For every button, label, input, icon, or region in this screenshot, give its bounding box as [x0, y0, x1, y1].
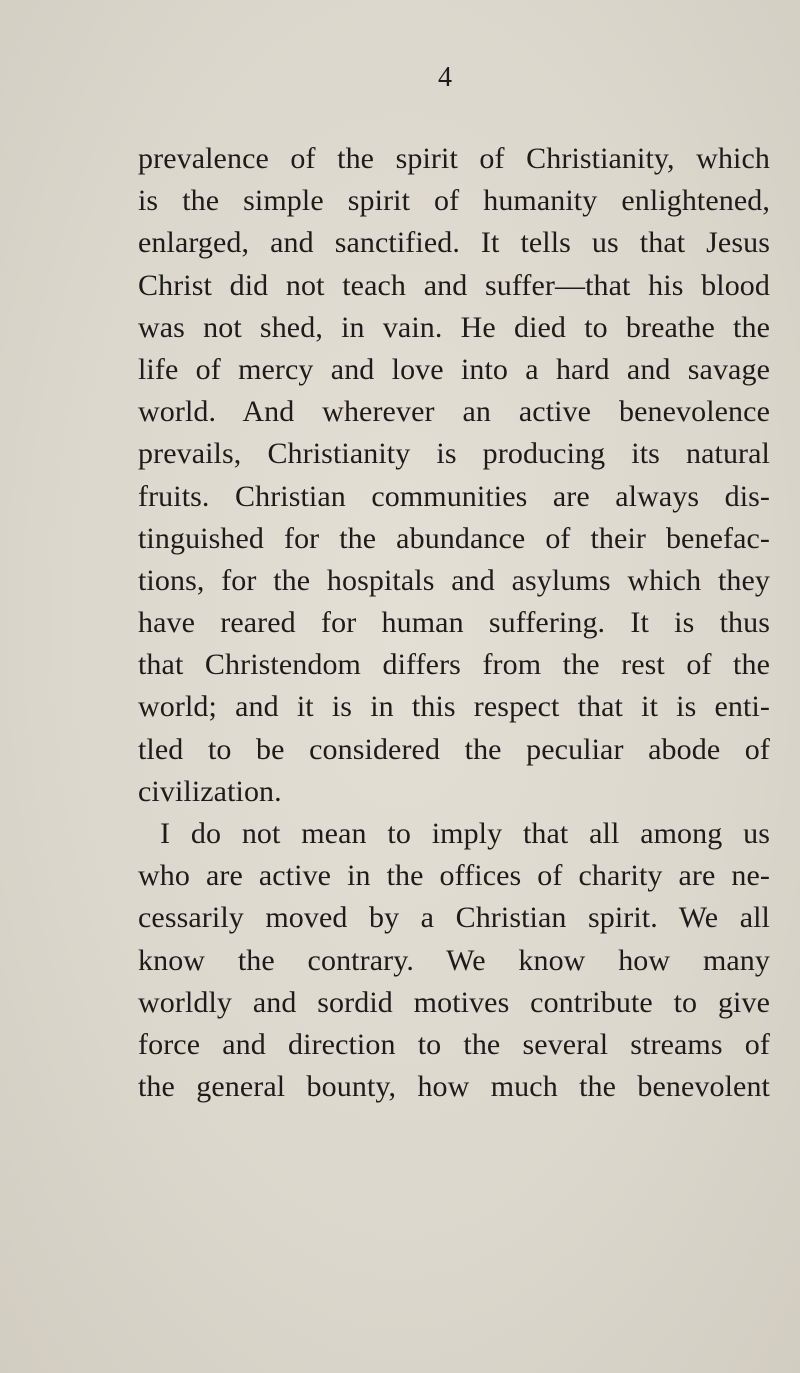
text-line: cessarily moved by a Christian spirit. We all — [138, 901, 770, 935]
text-line: Christ did not teach and suffer—that his blood — [138, 268, 770, 302]
paragraph-end-line: civilization. — [138, 774, 282, 808]
text-line: world; and it is in this respect that it is enti- — [138, 690, 770, 724]
text-line: is the simple spirit of humanity enlightened, — [138, 184, 770, 218]
text-line: world. And wherever an active benevolence — [138, 395, 770, 429]
text-line: force and direction to the several streams of — [138, 1027, 770, 1061]
paragraph-start-line: I do not mean to imply that all among us — [160, 817, 770, 850]
text-line: tions, for the hospitals and asylums which they — [138, 563, 770, 597]
text-line: life of mercy and love into a hard and savage — [138, 352, 770, 386]
text-line: tled to be considered the peculiar abode of — [138, 732, 770, 766]
text-line: have reared for human suffering. It is thus — [138, 606, 770, 640]
body-text — [138, 138, 770, 1108]
page-number: 4 — [438, 62, 452, 93]
text-line: who are active in the offices of charity are ne- — [138, 859, 770, 893]
text-line: the general bounty, how much the benevolent — [138, 1070, 770, 1104]
text-line: prevalence of the spirit of Christianity, which — [138, 142, 770, 175]
text-line: was not shed, in vain. He died to breathe the — [138, 310, 770, 344]
text-line: fruits. Christian communities are always dis- — [138, 479, 770, 513]
text-line: that Christendom differs from the rest of the — [138, 648, 770, 682]
text-line: tinguished for the abundance of their benefac- — [138, 521, 770, 555]
text-line: know the contrary. We know how many — [138, 943, 770, 977]
text-line: prevails, Christianity is producing its natural — [138, 437, 770, 471]
text-line: enlarged, and sanctified. It tells us that Jesus — [138, 226, 770, 260]
text-line: worldly and sordid motives contribute to give — [138, 985, 770, 1019]
